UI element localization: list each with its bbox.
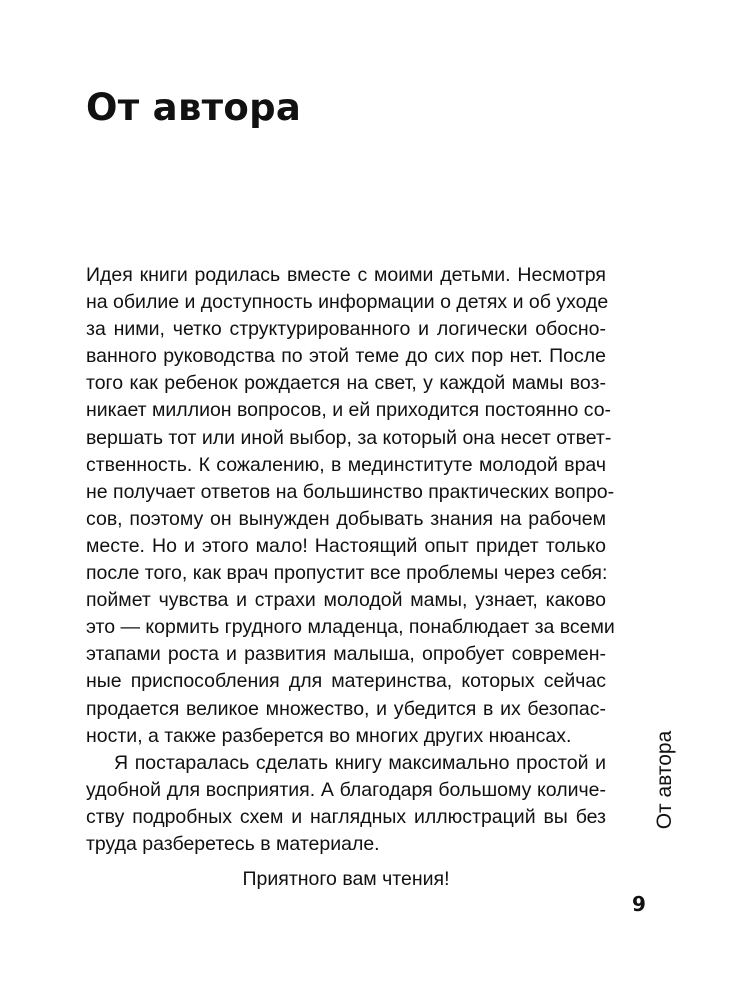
text-line: того как ребенок рождается на свет, у каждой мамы воз- (86, 372, 606, 395)
page-number: 9 (632, 892, 646, 916)
text-line: продается великое множество, и убедится в их безопас- (86, 697, 606, 720)
text-line: на обилие и доступность информации о детях и об уходе (86, 291, 609, 314)
text-line: никает миллион вопросов, и ей приходится постоянно со- (86, 399, 612, 422)
text-line: ству подробных схем и наглядных иллюстраций вы без (86, 805, 606, 828)
text-line: за ними, четко структурированного и логически обосно- (86, 318, 606, 341)
text-line: этапами роста и развития малыша, опробует современ- (86, 643, 606, 666)
text-line: ные приспособления для материнства, которых сейчас (86, 670, 606, 693)
text-line: это — кормить грудного младенца, понаблюдает за всеми (86, 616, 615, 639)
text-line: ности, а также разберется во многих других нюансах. (86, 724, 572, 747)
text-line: не получает ответов на большинство практических вопро- (86, 480, 615, 503)
text-line: сов, поэтому он вынужден добывать знания на рабочем (86, 507, 606, 530)
running-head: От автора (653, 730, 676, 830)
text-line: труда разберетесь в материале. (86, 832, 380, 855)
paragraph-2 (86, 750, 606, 858)
text-line: ванного руководства по этой теме до сих пор нет. После (86, 345, 606, 368)
text-line: удобной для восприятия. А благодаря большому количе- (86, 778, 606, 801)
page-title: От автора (86, 86, 302, 129)
body-text (86, 262, 615, 893)
text-line: после того, как врач пропустит все проблемы через себя: (86, 562, 608, 585)
text-line: Идея книги родилась вместе с моими детьми. Несмотря (86, 264, 606, 286)
text-line: Я постаралась сделать книгу максимально простой и (114, 751, 606, 774)
text-line: вершать тот или иной выбор, за который она несет ответ- (86, 426, 612, 449)
paragraph-1 (86, 262, 615, 750)
closing-line: Приятного вам чтения! (242, 868, 450, 891)
text-line: поймет чувства и страхи молодой мамы, узнает, каково (86, 589, 606, 612)
text-line: ственность. К сожалению, в мединституте молодой врач (86, 453, 606, 476)
text-line: месте. Но и этого мало! Настоящий опыт придет только (86, 534, 606, 557)
